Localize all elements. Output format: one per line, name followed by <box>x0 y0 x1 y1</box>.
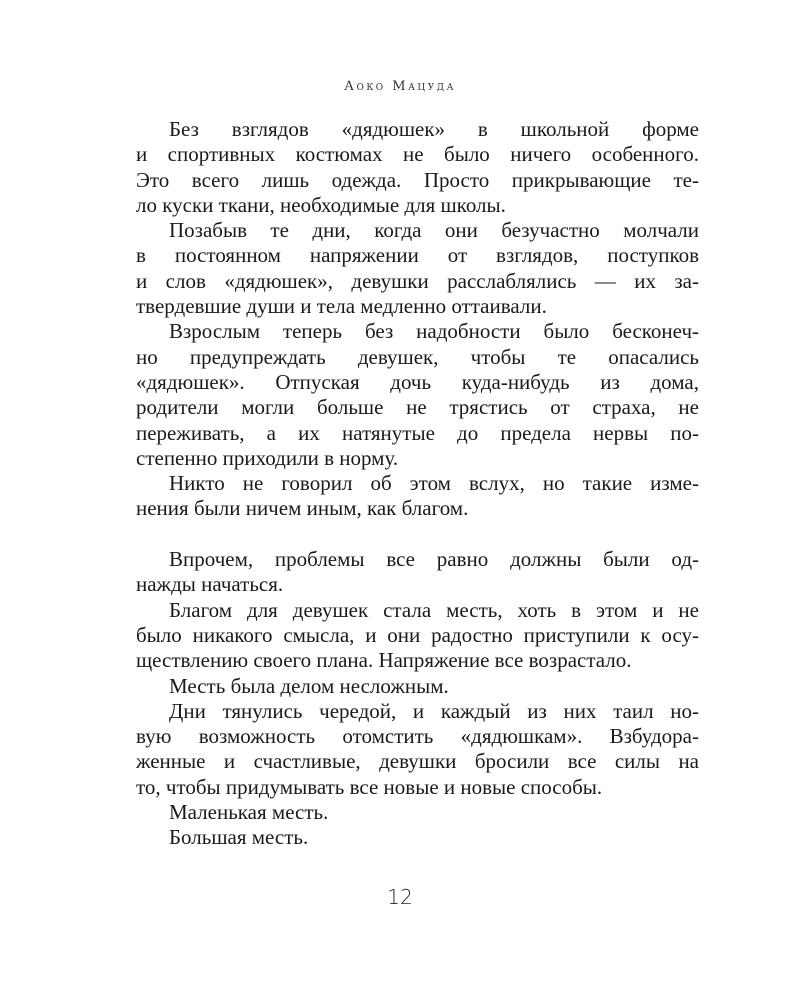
text-line: то, чтобы придумывать все новые и новые способы. <box>136 774 603 799</box>
text-line: нажды начаться. <box>136 572 284 597</box>
text-line: Благом для девушек стала месть, хоть в этом и не <box>169 597 699 622</box>
text-line: было никакого смысла, и они радостно приступили к осу- <box>136 622 699 647</box>
text-line: в постоянном напряжении от взглядов, поступков <box>136 243 699 268</box>
text-line: вую возможность отомстить «дядюшкам». Взбудора- <box>136 724 699 749</box>
text-line: Никто не говорил об этом вслух, но такие изме- <box>169 471 699 496</box>
paragraph <box>136 800 699 825</box>
text-line: Взрослым теперь без надобности было бесконеч- <box>169 319 699 344</box>
text-line: Большая месть. <box>169 825 309 850</box>
text-line: Впрочем, проблемы все равно должны были од- <box>169 547 699 572</box>
text-line: Позабыв те дни, когда они безучастно молчали <box>169 218 699 243</box>
text-line: ществлению своего плана. Напряжение все возрастало. <box>136 648 632 673</box>
text-line: но предупреждать девушек, чтобы те опасались <box>136 344 699 369</box>
paragraph <box>136 598 699 674</box>
text-line: Это всего лишь одежда. Просто прикрывающие те- <box>136 167 699 192</box>
text-line: Дни тянулись чередой, и каждый из них таил но- <box>169 698 699 723</box>
text-line: переживать, а их натянутые до предела нервы по- <box>136 420 699 445</box>
paragraph <box>136 319 699 471</box>
text-line: женные и счастливые, девушки бросили все силы на <box>136 749 699 774</box>
paragraph <box>136 674 699 699</box>
paragraph <box>136 825 699 850</box>
text-line: родители могли больше не трястись от страха, не <box>136 395 699 420</box>
text-line: «дядюшек». Отпуская дочь куда-нибудь из дома, <box>136 369 699 394</box>
paragraph <box>136 699 699 800</box>
page-number: 12 <box>387 885 413 909</box>
text-line: Маленькая месть. <box>169 800 329 825</box>
paragraph <box>136 117 699 218</box>
text-line: степенно приходили в норму. <box>136 445 399 470</box>
text-line: и слов «дядюшек», девушки расслаблялись — их за- <box>136 268 699 293</box>
text-line: и спортивных костюмах не было ничего особенного. <box>136 142 699 167</box>
body-text <box>136 117 699 851</box>
text-line: Месть была делом несложным. <box>169 673 449 698</box>
paragraph <box>136 218 699 319</box>
scene-break <box>136 522 699 547</box>
text-line: ло куски ткани, необходимые для школы. <box>136 192 506 217</box>
paragraph <box>136 547 699 598</box>
running-head-author: Аоко Мацуда <box>344 79 456 94</box>
paragraph <box>136 471 699 522</box>
text-line: Без взглядов «дядюшек» в школьной форме <box>169 117 699 141</box>
text-line: твердевшие души и тела медленно оттаивали. <box>136 294 547 319</box>
text-line: нения были ничем иным, как благом. <box>136 496 469 521</box>
